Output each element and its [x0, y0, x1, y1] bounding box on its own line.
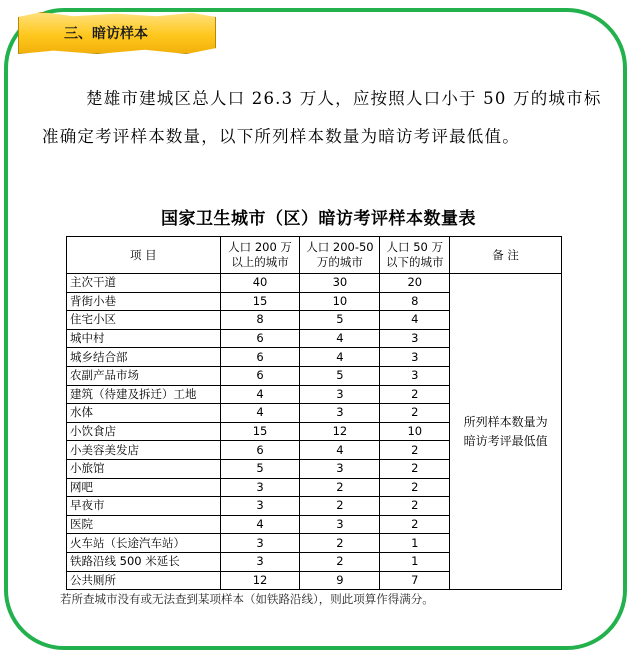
row-col-c-cell: 2	[380, 385, 450, 404]
row-item-cell: 早夜市	[67, 497, 221, 516]
row-col-b-cell: 2	[300, 534, 380, 553]
row-col-c-cell: 2	[380, 497, 450, 516]
row-col-c-cell: 7	[380, 571, 450, 590]
row-item-cell: 水体	[67, 404, 221, 423]
row-col-c-cell: 8	[380, 292, 450, 311]
row-col-a-cell: 4	[220, 515, 300, 534]
row-col-c-cell: 4	[380, 311, 450, 330]
row-col-a-cell: 40	[220, 274, 300, 293]
row-col-c-cell: 2	[380, 459, 450, 478]
table-title: 国家卫生城市（区）暗访考评样本数量表	[161, 209, 476, 229]
row-col-a-cell: 15	[220, 422, 300, 441]
row-item-cell: 铁路沿线 500 米延长	[67, 552, 221, 571]
row-col-a-cell: 6	[220, 366, 300, 385]
row-col-b-cell: 2	[300, 497, 380, 516]
row-col-b-cell: 4	[300, 348, 380, 367]
row-col-c-cell: 20	[380, 274, 450, 293]
row-col-a-cell: 3	[220, 534, 300, 553]
row-item-cell: 背街小巷	[67, 292, 221, 311]
note-cell: 所列样本数量为暗访考评最低值	[450, 274, 562, 590]
section-tag-label: 三、暗访样本	[64, 26, 148, 42]
row-item-cell: 小美容美发店	[67, 441, 221, 460]
row-col-c-cell: 10	[380, 422, 450, 441]
row-col-c-cell: 2	[380, 404, 450, 423]
row-item-cell: 火车站（长途汽车站）	[67, 534, 221, 553]
row-col-a-cell: 8	[220, 311, 300, 330]
row-item-cell: 公共厕所	[67, 571, 221, 590]
footnote: 若所查城市没有或无法查到某项样本（如铁路沿线），则此项算作得满分。	[60, 592, 434, 606]
row-col-c-cell: 3	[380, 329, 450, 348]
row-col-b-cell: 2	[300, 552, 380, 571]
row-item-cell: 住宅小区	[67, 311, 221, 330]
row-col-c-cell: 1	[380, 552, 450, 571]
header-item: 项 目	[67, 237, 221, 274]
row-col-b-cell: 3	[300, 404, 380, 423]
row-col-c-cell: 2	[380, 441, 450, 460]
row-col-a-cell: 6	[220, 441, 300, 460]
row-col-b-cell: 3	[300, 515, 380, 534]
row-item-cell: 医院	[67, 515, 221, 534]
row-col-c-cell: 2	[380, 515, 450, 534]
row-col-b-cell: 12	[300, 422, 380, 441]
row-col-c-cell: 3	[380, 366, 450, 385]
row-col-c-cell: 2	[380, 478, 450, 497]
table-header-row	[67, 237, 562, 274]
row-col-b-cell: 4	[300, 329, 380, 348]
row-col-a-cell: 5	[220, 459, 300, 478]
row-col-b-cell: 30	[300, 274, 380, 293]
row-item-cell: 农副产品市场	[67, 366, 221, 385]
header-col-a: 人口 200 万以上的城市	[220, 237, 300, 274]
row-col-c-cell: 3	[380, 348, 450, 367]
row-col-a-cell: 3	[220, 478, 300, 497]
intro-paragraph: 楚雄市建城区总人口 26.3 万人，应按照人口小于 50 万的城市标准确定考评样本数量，以下所列样本数量为暗访考评最低值。	[42, 89, 602, 146]
row-col-a-cell: 3	[220, 497, 300, 516]
row-col-a-cell: 3	[220, 552, 300, 571]
row-col-b-cell: 5	[300, 311, 380, 330]
row-col-b-cell: 9	[300, 571, 380, 590]
row-col-a-cell: 6	[220, 348, 300, 367]
sample-table	[66, 236, 562, 590]
row-col-b-cell: 4	[300, 441, 380, 460]
row-item-cell: 城中村	[67, 329, 221, 348]
row-col-b-cell: 5	[300, 366, 380, 385]
row-col-b-cell: 2	[300, 478, 380, 497]
row-item-cell: 网吧	[67, 478, 221, 497]
row-col-b-cell: 3	[300, 459, 380, 478]
table-body	[67, 274, 562, 590]
row-col-b-cell: 3	[300, 385, 380, 404]
row-col-a-cell: 12	[220, 571, 300, 590]
row-col-c-cell: 1	[380, 534, 450, 553]
row-item-cell: 城乡结合部	[67, 348, 221, 367]
header-note: 备 注	[450, 237, 562, 274]
row-col-a-cell: 4	[220, 404, 300, 423]
header-col-c: 人口 50 万以下的城市	[380, 237, 450, 274]
row-item-cell: 小旅馆	[67, 459, 221, 478]
row-item-cell: 主次干道	[67, 274, 221, 293]
row-item-cell: 建筑（待建及拆迁）工地	[67, 385, 221, 404]
row-col-b-cell: 10	[300, 292, 380, 311]
row-col-a-cell: 6	[220, 329, 300, 348]
row-col-a-cell: 15	[220, 292, 300, 311]
header-col-b: 人口 200-50 万的城市	[300, 237, 380, 274]
row-item-cell: 小饮食店	[67, 422, 221, 441]
row-col-a-cell: 4	[220, 385, 300, 404]
table-row	[67, 274, 562, 293]
